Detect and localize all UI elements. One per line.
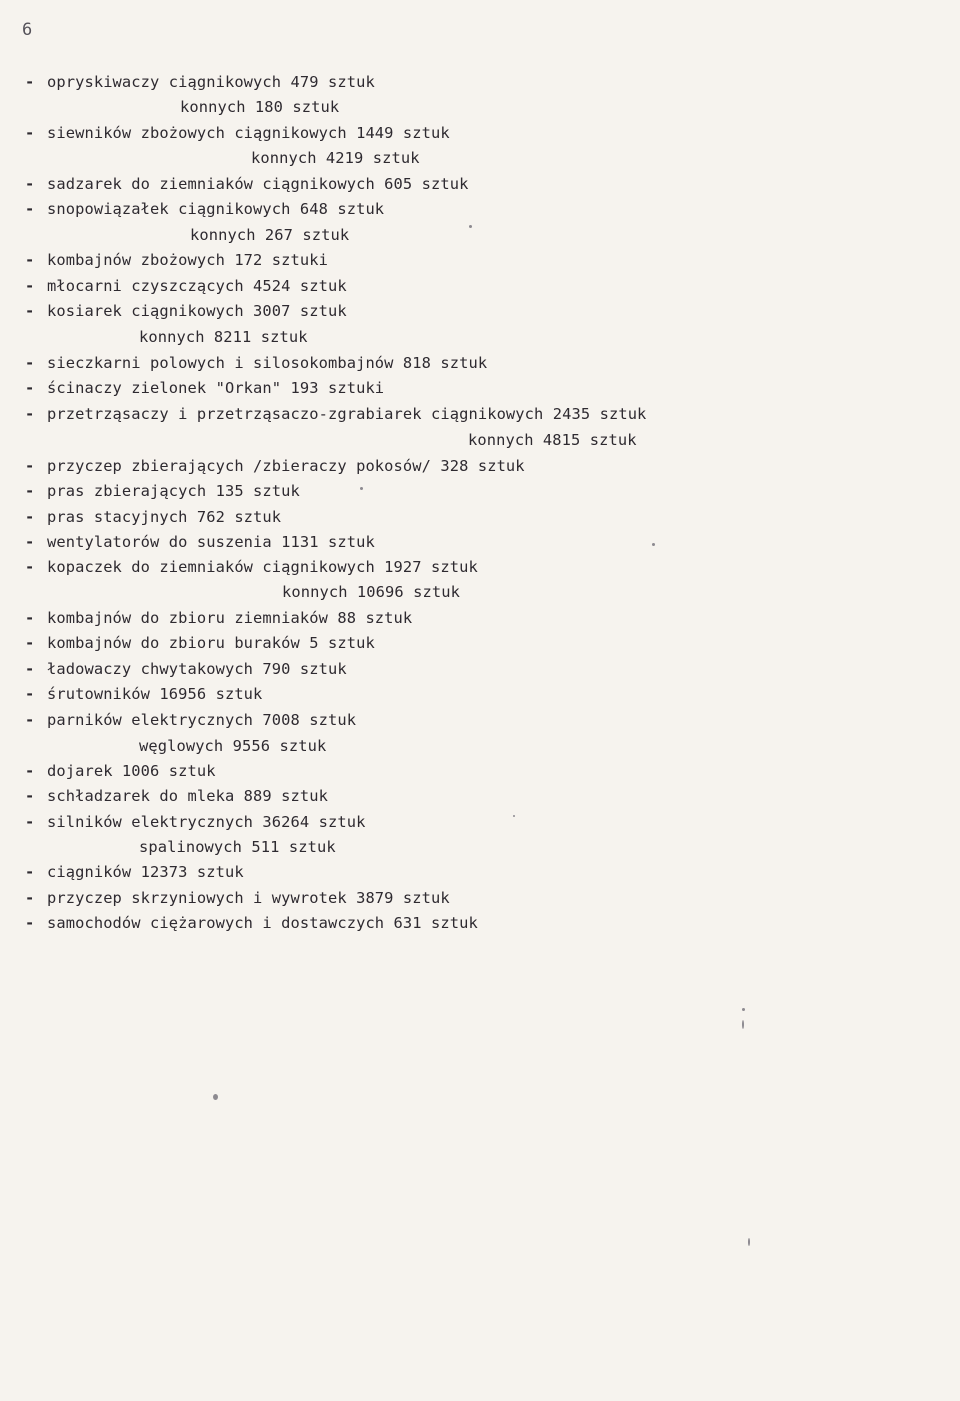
page-number: 6	[22, 20, 33, 40]
list-item-text: przyczep zbierających /zbieraczy pokosów/ 328 sztuk	[47, 457, 525, 475]
scan-speck	[360, 487, 363, 490]
list-dash: -	[25, 558, 35, 576]
list-item-text: ścinaczy zielonek "Orkan" 193 sztuki	[47, 379, 385, 397]
list-dash: -	[25, 379, 35, 397]
list-item-text: dojarek 1006 sztuk	[47, 762, 216, 780]
list-item-text: schładzarek do mleka 889 sztuk	[47, 787, 328, 805]
list-dash: -	[25, 175, 35, 193]
list-item-text: snopowiązałek ciągnikowych 648 sztuk	[47, 200, 385, 218]
list-dash: -	[25, 508, 35, 526]
list-item-text: kosiarek ciągnikowych 3007 sztuk	[47, 302, 347, 320]
list-item-text: opryskiwaczy ciągnikowych 479 sztuk	[47, 73, 375, 91]
list-dash: -	[25, 711, 35, 729]
scan-speck	[469, 225, 472, 228]
scan-speck	[513, 815, 515, 817]
list-item-text: śrutowników 16956 sztuk	[47, 685, 263, 703]
list-subitem-text: konnych 4815 sztuk	[468, 431, 637, 449]
list-item-text: wentylatorów do suszenia 1131 sztuk	[47, 533, 375, 551]
list-dash: -	[25, 609, 35, 627]
list-item-text: przetrząsaczy i przetrząsaczo-zgrabiarek ciągnikowych 2435 sztuk	[47, 405, 647, 423]
scan-speck	[652, 543, 655, 546]
list-dash: -	[25, 73, 35, 91]
list-dash: -	[25, 863, 35, 881]
list-subitem-text: konnych 10696 sztuk	[282, 583, 460, 601]
list-item-text: parników elektrycznych 7008 sztuk	[47, 711, 357, 729]
list-item-text: ciągników 12373 sztuk	[47, 863, 244, 881]
list-dash: -	[25, 124, 35, 142]
list-dash: -	[25, 685, 35, 703]
list-subitem-text: konnych 8211 sztuk	[139, 328, 308, 346]
list-item-text: kombajnów zbożowych 172 sztuki	[47, 251, 328, 269]
list-item-text: ładowaczy chwytakowych 790 sztuk	[47, 660, 347, 678]
list-item-text: samochodów ciężarowych i dostawczych 631 sztuk	[47, 914, 478, 932]
list-dash: -	[25, 813, 35, 831]
list-dash: -	[25, 762, 35, 780]
list-dash: -	[25, 787, 35, 805]
list-dash: -	[25, 200, 35, 218]
list-dash: -	[25, 354, 35, 372]
list-dash: -	[25, 251, 35, 269]
list-dash: -	[25, 457, 35, 475]
list-subitem-text: konnych 267 sztuk	[190, 226, 350, 244]
list-subitem-text: spalinowych 511 sztuk	[139, 838, 336, 856]
list-dash: -	[25, 660, 35, 678]
list-dash: -	[25, 889, 35, 907]
list-item-text: pras zbierających 135 sztuk	[47, 482, 300, 500]
scan-speck	[742, 1008, 745, 1011]
list-item-text: pras stacyjnych 762 sztuk	[47, 508, 282, 526]
list-dash: -	[25, 533, 35, 551]
list-subitem-text: konnych 180 sztuk	[180, 98, 340, 116]
scan-speck	[748, 1238, 750, 1246]
list-dash: -	[25, 277, 35, 295]
list-item-text: siewników zbożowych ciągnikowych 1449 sztuk	[47, 124, 450, 142]
list-dash: -	[25, 302, 35, 320]
scan-speck	[213, 1094, 218, 1100]
list-dash: -	[25, 482, 35, 500]
list-subitem-text: konnych 4219 sztuk	[251, 149, 420, 167]
list-item-text: sadzarek do ziemniaków ciągnikowych 605 sztuk	[47, 175, 469, 193]
list-item-text: kombajnów do zbioru buraków 5 sztuk	[47, 634, 375, 652]
list-dash: -	[25, 914, 35, 932]
list-item-text: kopaczek do ziemniaków ciągnikowych 1927 sztuk	[47, 558, 478, 576]
list-subitem-text: węglowych 9556 sztuk	[139, 737, 327, 755]
scan-speck	[742, 1020, 744, 1029]
list-item-text: silników elektrycznych 36264 sztuk	[47, 813, 366, 831]
list-dash: -	[25, 634, 35, 652]
list-item-text: młocarni czyszczących 4524 sztuk	[47, 277, 347, 295]
list-item-text: kombajnów do zbioru ziemniaków 88 sztuk	[47, 609, 413, 627]
list-item-text: przyczep skrzyniowych i wywrotek 3879 sztuk	[47, 889, 450, 907]
list-item-text: sieczkarni polowych i silosokombajnów 818 sztuk	[47, 354, 488, 372]
list-dash: -	[25, 405, 35, 423]
